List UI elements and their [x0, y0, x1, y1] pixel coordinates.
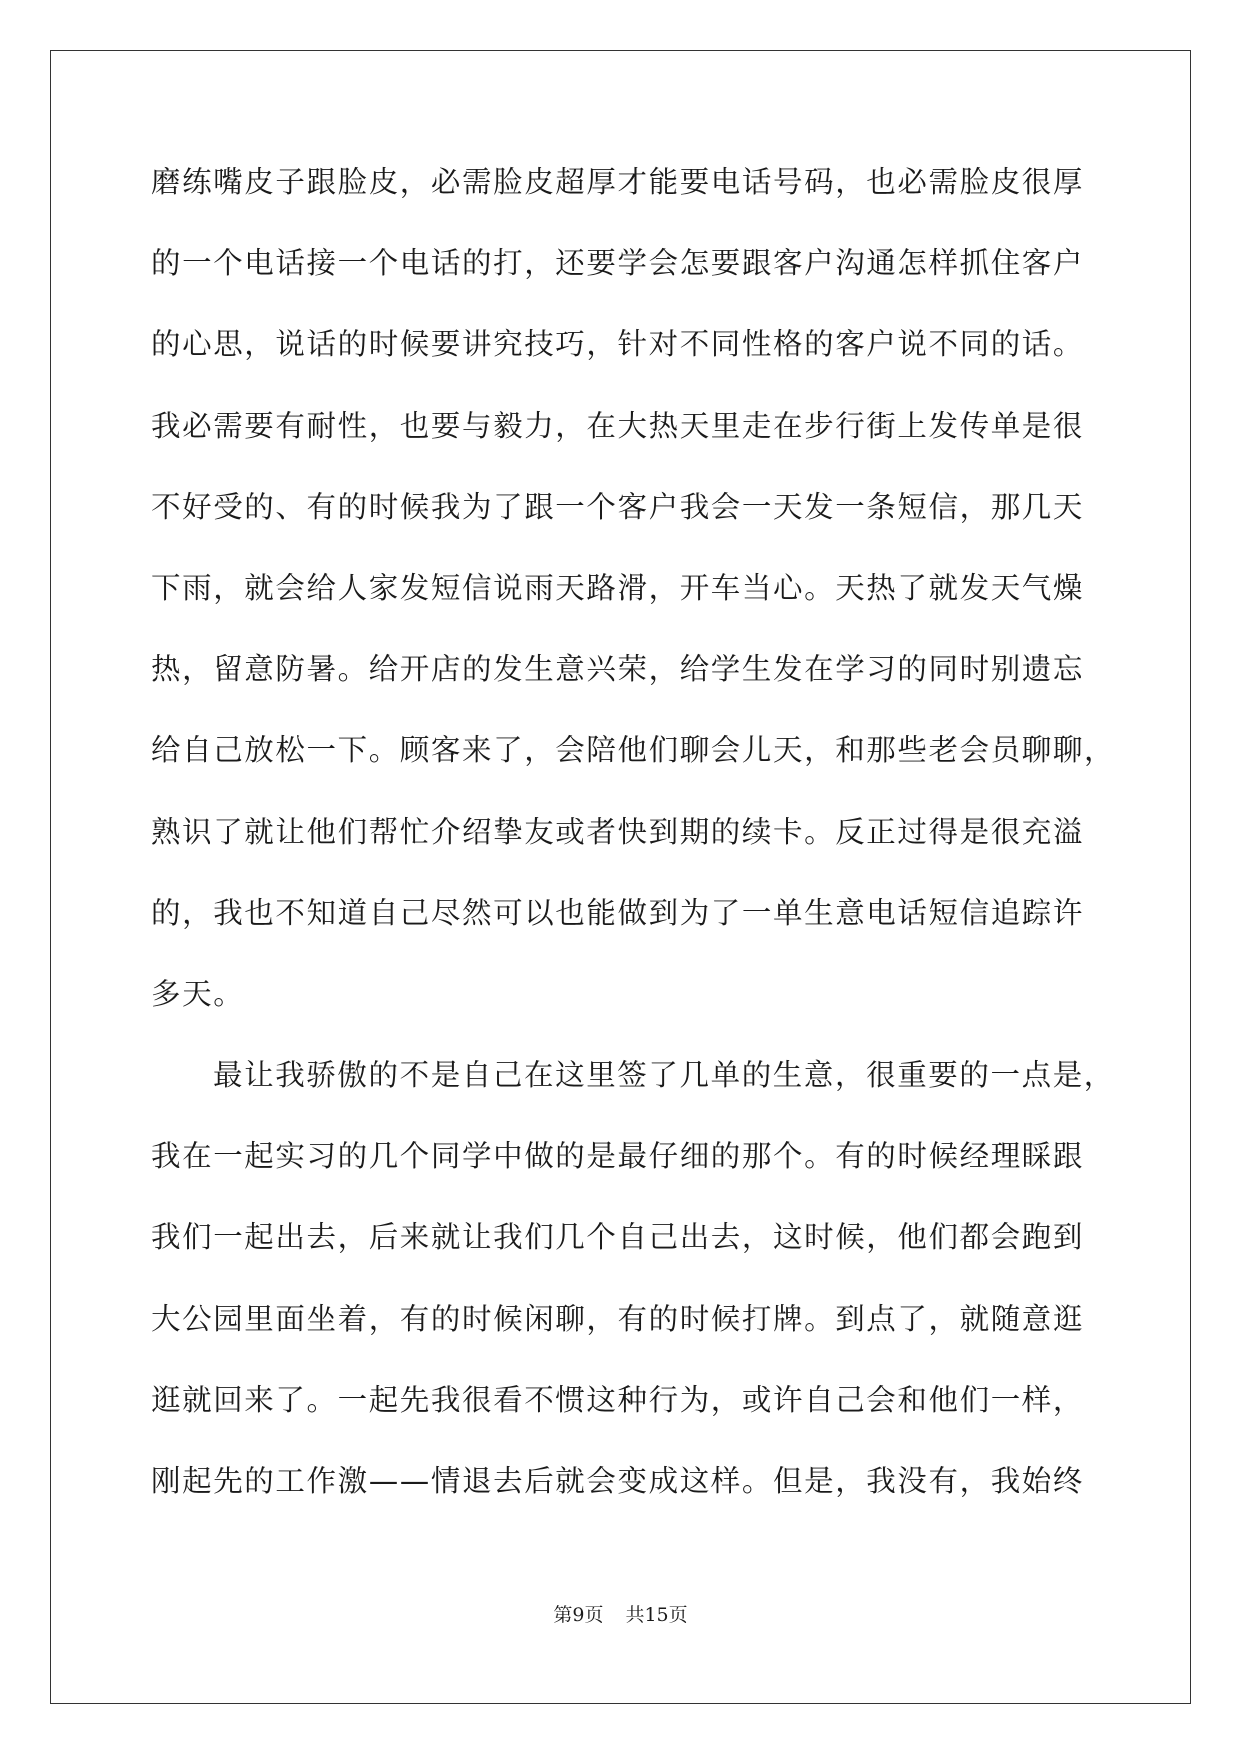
- paragraph-first-line: 最让我骄傲的不是自己在这里签了几单的生意，很重要的一点是，: [213, 1058, 1115, 1093]
- page-total: 共15页: [625, 1604, 688, 1626]
- text-line: 刚起先的工作激——情退去后就会变成这样。但是，我没有，我始终: [151, 1464, 1085, 1498]
- text-line: 的，我也不知道自己尽然可以也能做到为了一单生意电话短信追踪许: [151, 895, 1085, 930]
- page-footer: [0, 1600, 1241, 1627]
- text-line: 下雨，就会给人家发短信说雨天路滑，开车当心。天热了就发天气燥: [151, 570, 1085, 605]
- text-line: 不好受的、有的时候我为了跟一个客户我会一天发一条短信，那几天: [151, 489, 1085, 524]
- document-body: [151, 162, 1116, 1542]
- text-line: 我在一起实习的几个同学中做的是最仔细的那个。有的时候经理睬跟: [151, 1139, 1085, 1174]
- text-line: 大公园里面坐着，有的时候闲聊，有的时候打牌。到点了，就随意逛: [151, 1301, 1085, 1336]
- text-line: 的心思，说话的时候要讲究技巧，针对不同性格的客户说不同的话。: [151, 327, 1085, 362]
- text-line: 熟识了就让他们帮忙介绍挚友或者快到期的续卡。反正过得是很充溢: [151, 814, 1085, 849]
- text-line: 逛就回来了。一起先我很看不惯这种行为，或许自己会和他们一样，: [151, 1382, 1085, 1417]
- text-line: 热，留意防暑。给开店的发生意兴荣，给学生发在学习的同时别遗忘: [151, 652, 1085, 687]
- text-line: 的一个电话接一个电话的打，还要学会怎要跟客户沟通怎样抓住客户: [151, 246, 1085, 281]
- text-line: 多天。: [151, 976, 245, 1011]
- text-line: 我必需要有耐性，也要与毅力，在大热天里走在步行街上发传单是很: [151, 408, 1085, 443]
- text-line: 我们一起出去，后来就让我们几个自己出去，这时候，他们都会跑到: [151, 1220, 1085, 1255]
- page-number: 第9页: [553, 1604, 604, 1626]
- text-line: 给自己放松一下。顾客来了，会陪他们聊会儿天，和那些老会员聊聊，: [151, 733, 1116, 768]
- text-line: 磨练嘴皮子跟脸皮，必需脸皮超厚才能要电话号码，也必需脸皮很厚: [151, 165, 1085, 199]
